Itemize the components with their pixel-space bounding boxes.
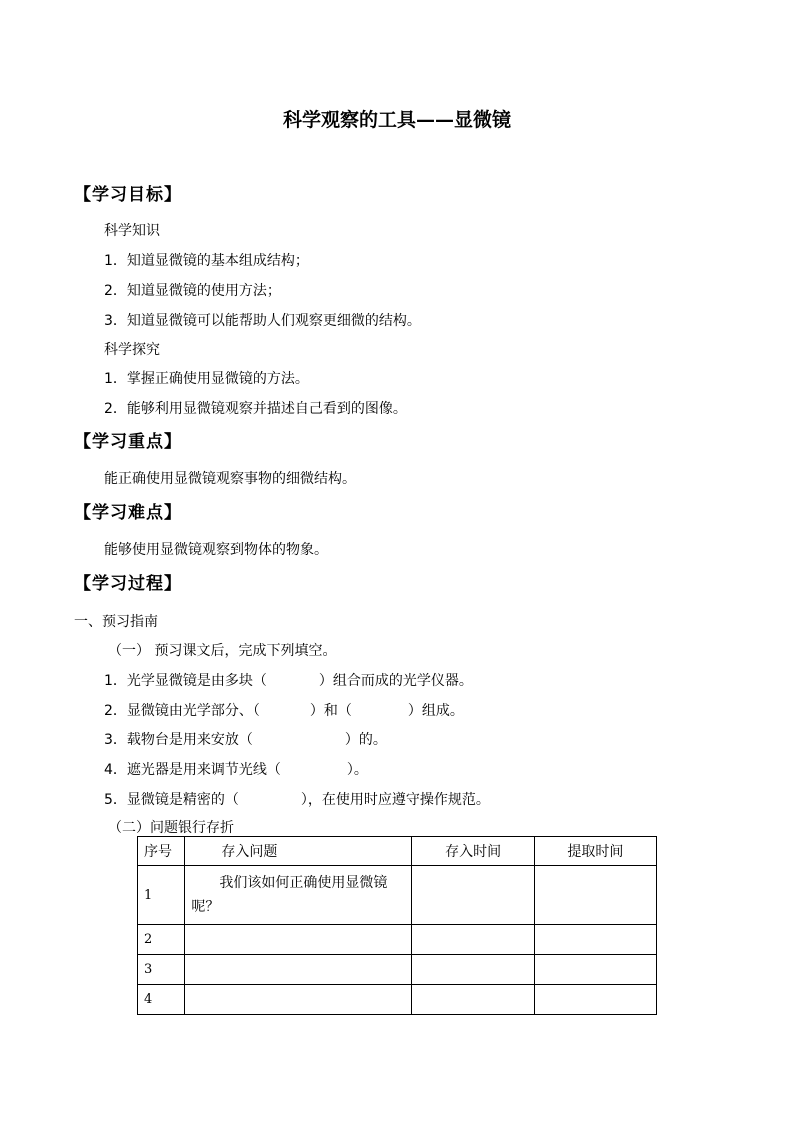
row-withdraw-time bbox=[534, 955, 656, 985]
header-cell-deposit-time: 存入时间 bbox=[412, 837, 534, 866]
table-row bbox=[138, 955, 657, 985]
question-bank-table bbox=[137, 836, 657, 1015]
fill-item-4: 4．遮光器是用来调节光线（ ）。 bbox=[104, 762, 368, 778]
fill-item-2: 2．显微镜由光学部分、（ ）和（ ）组成。 bbox=[104, 703, 464, 719]
part1-label: 一、预习指南 bbox=[74, 614, 158, 630]
page-title: 科学观察的工具——显微镜 bbox=[282, 109, 511, 131]
header-cell-question: 存入问题 bbox=[185, 837, 412, 866]
row-number: 2 bbox=[138, 925, 185, 955]
section-heading-process: 【学习过程】 bbox=[74, 574, 182, 594]
fill-item-3: 3．载物台是用来安放（ ）的。 bbox=[104, 732, 387, 748]
knowledge-item: 3．知道显微镜可以能帮助人们观察更细微的结构。 bbox=[104, 313, 421, 329]
section-heading-difficulty: 【学习难点】 bbox=[74, 503, 182, 523]
row-question: 我们该如何正确使用显微镜呢？ bbox=[185, 866, 412, 925]
row-withdraw-time bbox=[534, 866, 656, 925]
header-cell-withdraw-time: 提取时间 bbox=[534, 837, 656, 866]
row-question bbox=[185, 985, 412, 1015]
header-cell-number: 序号 bbox=[138, 837, 185, 866]
fill-item-5: 5．显微镜是精密的（ ），在使用时应遵守操作规范。 bbox=[104, 792, 490, 808]
row-withdraw-time bbox=[534, 925, 656, 955]
difficulty-text: 能够使用显微镜观察到物体的物象。 bbox=[104, 542, 328, 558]
inquiry-item: 1．掌握正确使用显微镜的方法。 bbox=[104, 371, 309, 387]
table-row bbox=[138, 985, 657, 1015]
knowledge-item: 1．知道显微镜的基本组成结构； bbox=[104, 253, 309, 269]
focus-text: 能正确使用显微镜观察事物的细微结构。 bbox=[104, 471, 356, 487]
table-row bbox=[138, 866, 657, 925]
section-heading-goals: 【学习目标】 bbox=[74, 185, 182, 205]
row-number: 3 bbox=[138, 955, 185, 985]
fill-item-1: 1．光学显微镜是由多块（ ）组合而成的光学仪器。 bbox=[104, 673, 473, 689]
row-deposit-time bbox=[412, 985, 534, 1015]
row-deposit-time bbox=[412, 925, 534, 955]
knowledge-label: 科学知识 bbox=[104, 223, 160, 239]
inquiry-item: 2．能够利用显微镜观察并描述自己看到的图像。 bbox=[104, 401, 407, 417]
row-question bbox=[185, 955, 412, 985]
table-row bbox=[138, 925, 657, 955]
section-heading-focus: 【学习重点】 bbox=[74, 432, 182, 452]
row-withdraw-time bbox=[534, 985, 656, 1015]
row-deposit-time bbox=[412, 955, 534, 985]
row-number: 4 bbox=[138, 985, 185, 1015]
table-header-row bbox=[138, 837, 657, 866]
inquiry-label: 科学探究 bbox=[104, 342, 160, 358]
sub1-label: （一） 预习课文后，完成下列填空。 bbox=[108, 643, 337, 659]
sub2-label: （二）问题银行存折 bbox=[108, 820, 234, 836]
row-number: 1 bbox=[138, 866, 185, 925]
knowledge-item: 2．知道显微镜的使用方法； bbox=[104, 283, 281, 299]
row-deposit-time bbox=[412, 866, 534, 925]
row-question bbox=[185, 925, 412, 955]
